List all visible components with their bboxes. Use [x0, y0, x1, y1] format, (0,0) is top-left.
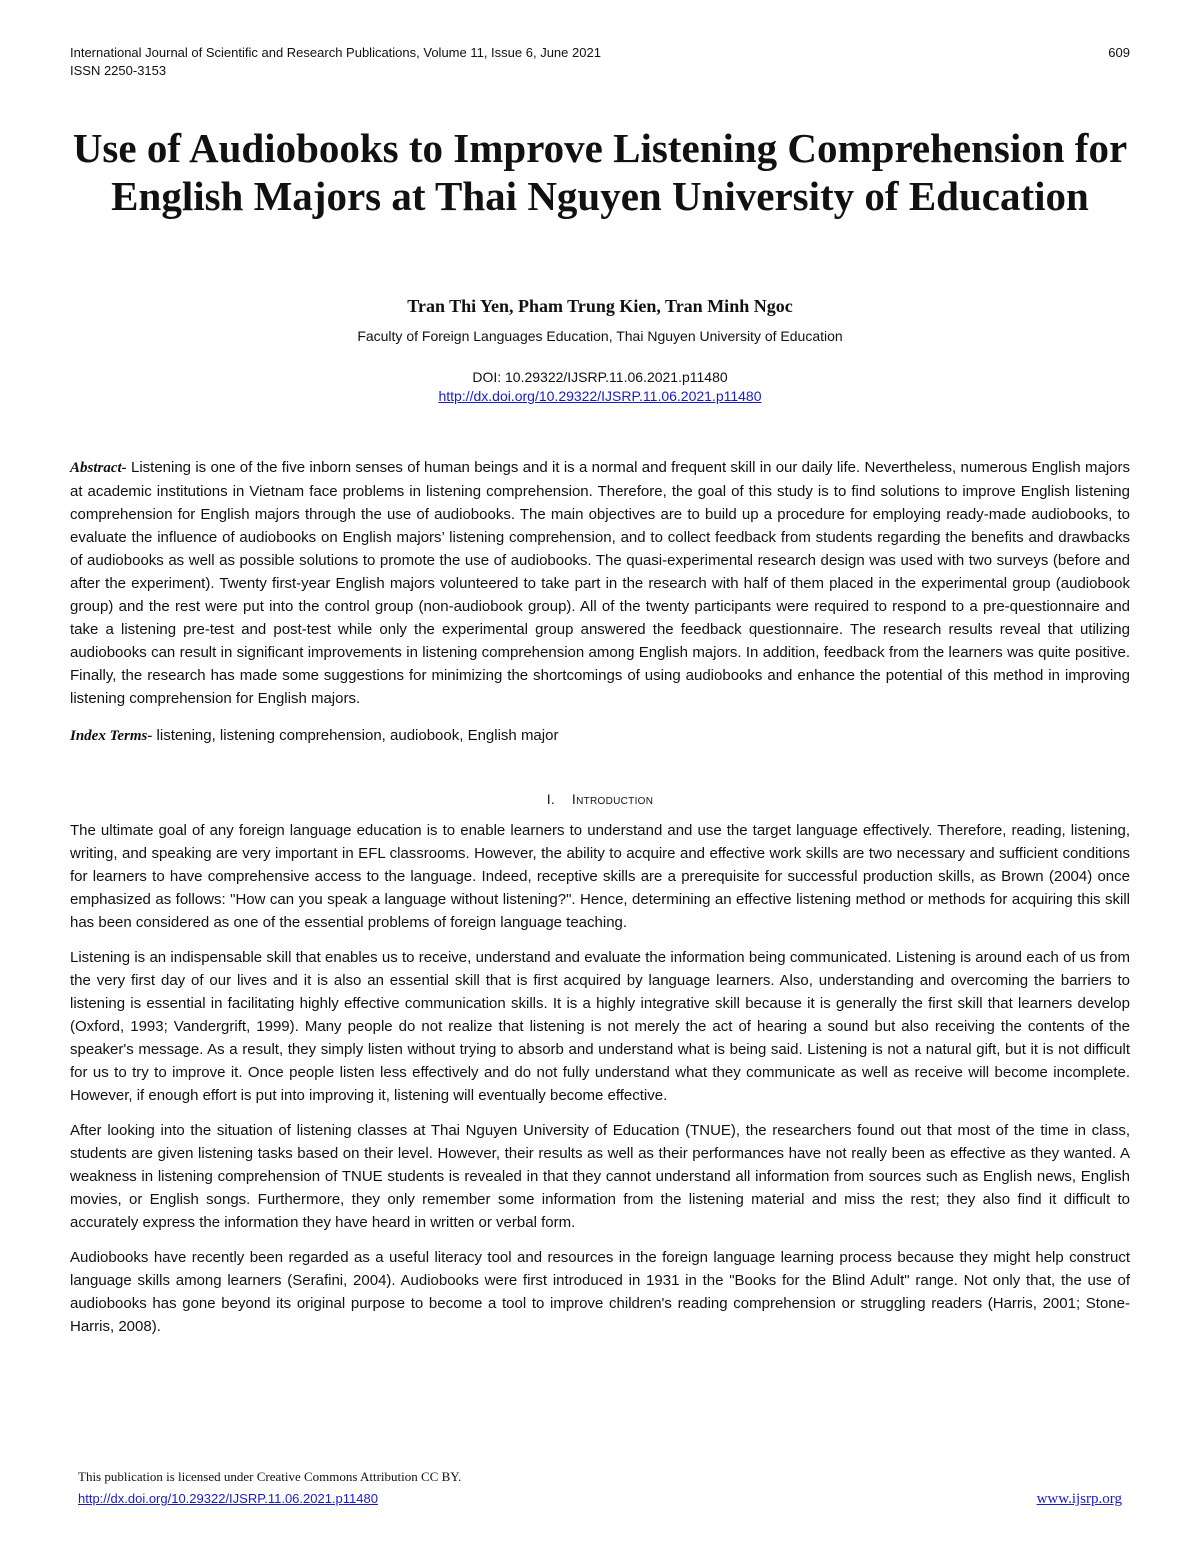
abstract-text: Listening is one of the five inborn senses of human beings and it is a normal and frequent skill in our daily life. Nevertheless, numerous English majors at academic institutions in Vietnam face problems in listening comprehension. Therefore, the goal of this study is to find solutions to improve English listening comprehension for English majors through the use of audiobooks. The main objectives are to build up a procedure for employing ready-made audiobooks, to evaluate the influence of audiobooks on English majors’ listening comprehension, and to collect feedback from students regarding the benefits and drawbacks of audiobooks as well as possible solutions to promote the use of audiobooks. The quasi-experimental research design was used with two surveys (before and after the experiment). Twenty first-year English majors volunteered to take part in the research with half of them placed in the experimental group (audiobook group) and the rest were put into the control group (non-audiobook group). All of the twenty participants were required to respond to a pre-questionnaire and take a listening pre-test and post-test while only the experimental group answered the feedback questionnaire. The research results reveal that utilizing audiobooks can result in significant improvements in listening comprehension among English majors. In addition, feedback from the learners was quite positive. Finally, the research has made some suggestions for minimizing the shortcomings of using audiobooks and enhance the potential of this method in improving listening comprehension for English majors.: [70, 459, 1130, 707]
section-title: Introduction: [571, 791, 654, 807]
footer-doi-link[interactable]: http://dx.doi.org/10.29322/IJSRP.11.06.2021.p11480: [78, 1491, 378, 1506]
paragraph: After looking into the situation of listening classes at Thai Nguyen University of Education (TNUE), the researchers found out that most of the time in class, students are given listening tasks based on their level. However, their results as well as their performances have not really been as effective as they wanted. A weakness in listening comprehension of TNUE students is revealed in that they cannot understand all information from sources such as English news, English movies, or English songs. Furthermore, they only remember some information from the listening material and miss the rest; they also find it difficult to accurately express the information they have heard in written or verbal form.: [70, 1122, 1130, 1231]
paragraph: Listening is an indispensable skill that enables us to receive, understand and evaluate the information being communicated. Listening is around each of us from the very first day of our lives and it is also an essential skill that is first acquired by language learners. Also, understanding and overcoming the barriers to listening is essential in facilitating highly effective communication skills. It is a highly integrative skill because it is generally the first skill that learners develop (Oxford, 1993; Vandergrift, 1999). Many people do not realize that listening is not merely the act of hearing a sound but also receiving the contents of the speaker's message. As a result, they simply listen without trying to absorb and understand what is being said. Listening is not a natural gift, but it is not difficult for us to try to improve it. Once people listen less effectively and do not fully understand what they communicate as well as receive will become incomplete. However, if enough effort is put into improving it, listening will eventually become effective.: [70, 949, 1130, 1104]
index-terms-label: Index Terms-: [70, 728, 153, 744]
section-number: I.: [546, 791, 556, 807]
abstract-label: Abstract-: [70, 460, 127, 476]
running-header: [70, 44, 1130, 80]
index-terms-text: listening, listening comprehension, audiobook, English major: [156, 727, 559, 744]
page-number: 609: [1108, 45, 1130, 60]
license-text: This publication is licensed under Creative Commons Attribution CC BY.: [78, 1469, 462, 1484]
doi-text: DOI: 10.29322/IJSRP.11.06.2021.p11480: [472, 369, 728, 385]
section-heading: [70, 788, 1130, 811]
paper-title: Use of Audiobooks to Improve Listening Comprehension for English Majors at Thai Nguyen University of Education: [72, 125, 1128, 219]
paragraph: The ultimate goal of any foreign language education is to enable learners to understand and use the target language effectively. Therefore, reading, listening, writing, and speaking are very important in EFL classrooms. However, the ability to acquire and effective work skills are two necessary and sufficient conditions for learners to have comprehensive access to the language. Indeed, receptive skills are a prerequisite for successful production skills, as Brown (2004) once emphasized as follows: "How can you speak a language without listening?". Hence, determining an effective listening method or methods for acquiring this skill has been considered as one of the essential problems of foreign language teaching.: [70, 822, 1130, 931]
journal-name: International Journal of Scientific and Research Publications, Volume 11, Issue 6, June 2021: [70, 45, 601, 60]
affiliation: Faculty of Foreign Languages Education, Thai Nguyen University of Education: [357, 328, 843, 344]
page-footer: [78, 1466, 1122, 1510]
doi-block: [60, 368, 1140, 406]
index-terms: [70, 724, 1130, 748]
site-link[interactable]: www.ijsrp.org: [1036, 1491, 1122, 1507]
abstract: [70, 456, 1130, 710]
issn: ISSN 2250-3153: [70, 63, 167, 78]
doi-link[interactable]: http://dx.doi.org/10.29322/IJSRP.11.06.2021.p11480: [438, 388, 762, 404]
paper-body: [70, 456, 1130, 1350]
author-list: Tran Thi Yen, Pham Trung Kien, Tran Minh Ngoc: [407, 296, 793, 316]
paragraph: Audiobooks have recently been regarded as a useful literacy tool and resources in the foreign language learning process because they might help construct language skills among learners (Serafini, 2004). Audiobooks were first introduced in 1931 in the "Books for the Blind Adult" range. Not only that, the use of audiobooks has gone beyond its original purpose to become a tool to improve children's reading comprehension or struggling readers (Harris, 2001; Stone-Harris, 2008).: [70, 1249, 1130, 1335]
